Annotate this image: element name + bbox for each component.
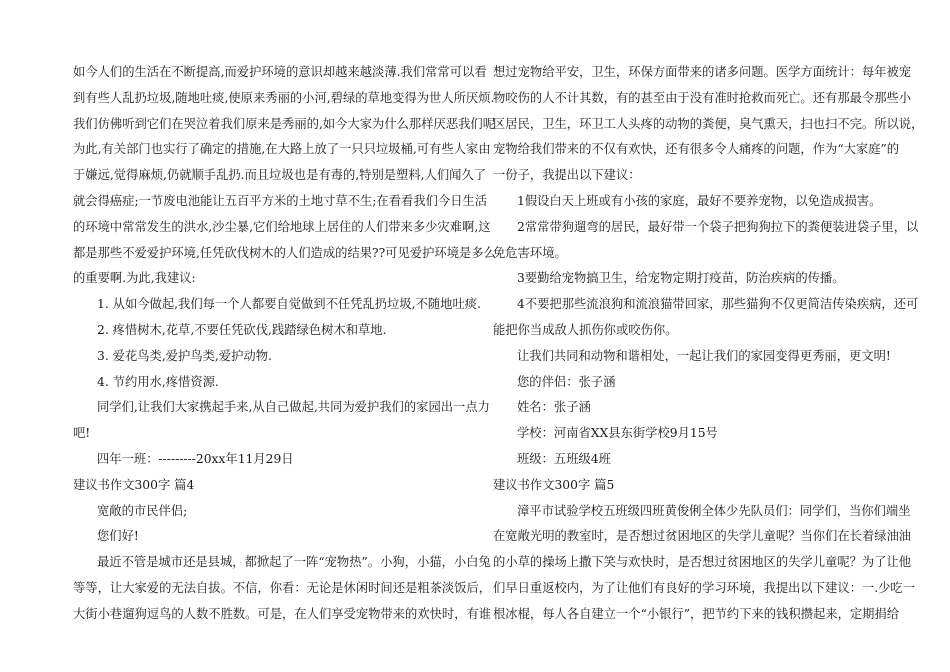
appeal-line: 让我们共同和动物和谐相处，一起让我们的家园变得更秀丽，更文明!: [517, 348, 891, 363]
paragraph-line: 就会得癌症;一节废电池能让五百平方米的土地寸草不生;在看看我们今日生活: [73, 193, 488, 208]
section-title: 建议书作文300字 篇5: [493, 477, 615, 492]
paragraph-line: 的环境中常常发生的洪水,沙尘暴,它们给地球上居住的人们带来多少灾难啊,这: [73, 219, 491, 234]
paragraph-line: 漳平市试验学校五班级四班黄俊俐全体少先队员们：同学们，当你们端坐: [517, 503, 911, 518]
paragraph-line: 宠物给我们带来的不仅有欢快，还有很多令人痛疼的问题，作为“大家庭”的: [493, 142, 900, 157]
closing-line: 吧!: [73, 426, 91, 441]
suggestion-item: 1. 从如今做起,我们每一个人都要自觉做到不任凭乱扔垃圾,不随地吐痰.: [97, 297, 481, 312]
partner-line: 您的伴侣：张子涵: [517, 374, 616, 389]
paragraph-line: 想过宠物给平安，卫生，环保方面带来的诸多问题。医学方面统计：每年被宠: [493, 65, 912, 79]
paragraph-line: 最近不管是城市还是县城，都掀起了一阵“宠物热”。小狗，小猫，小白兔: [97, 555, 491, 570]
suggestion-item: 2常常带狗遛弯的居民，最好带一个袋子把狗狗拉下的粪便装进袋子里，以: [517, 219, 919, 234]
paragraph-line: 根冰棍，每人各自建立一个“小银行”，把节约下来的钱积攒起来，定期捐给: [493, 606, 900, 621]
signature-line: 四年一班：---------20xx年11月29日: [97, 451, 294, 466]
paragraph-line: 的重要啊.为此,我建议:: [73, 271, 196, 286]
paragraph-line: 我们仿佛听到它们在哭泣着我们原来是秀丽的,如今大家为什么那样厌恶我们呢: [73, 116, 496, 131]
suggestion-item-cont: 能把你当成敌人抓伤你或咬伤你。: [493, 322, 678, 337]
paragraph-line: 们早日重返校内，为了让他们有良好的学习环境，我提出以下建议：一.少吃一: [493, 580, 916, 595]
closing-line: 同学们,让我们大家携起手来,从自己做起,共同为爱护我们的家园出一点力: [97, 400, 490, 415]
paragraph-line: 在宽敞光明的教室时，是否想过贫困地区的失学儿童呢？当你们在长着绿油油: [493, 529, 912, 544]
school-line: 学校：河南省XX县东街学校9月15号: [517, 426, 718, 441]
greeting-line: 宽敞的市民伴侣;: [97, 503, 188, 518]
suggestion-item: 1假设白天上班或有小孩的家庭，最好不要养宠物，以免造成损害。: [517, 193, 882, 208]
paragraph-line: 的小草的操场上撒下笑与欢快时，是否想过贫困地区的失学儿童呢？为了让他: [493, 555, 912, 570]
paragraph-line: 等等，让大家爱的无法自拔。不信，你看：无论是休闲时间还是粗茶淡饭后，: [73, 580, 492, 595]
paragraph-line: 到有些人乱扔垃圾,随地吐痰,使原来秀丽的小河,碧绿的草地变得为世人所厌烦.: [73, 90, 495, 105]
suggestion-item: 4. 节约用水,疼惜资源.: [97, 374, 219, 389]
suggestion-item: 2. 疼惜树木,花草,不要任凭砍伐,践踏绿色树木和草地.: [97, 322, 387, 337]
section-title: 建议书作文300字 篇4: [73, 477, 195, 492]
suggestion-item: 3要勤给宠物搞卫生，给宠物定期打疫苗，防治疾病的传播。: [517, 271, 845, 286]
name-line: 姓名：张子涵: [517, 400, 591, 415]
right-column: [493, 60, 924, 628]
paragraph-line: 为此,有关部门也实行了确定的措施,在大路上放了一只只垃圾桶,可有些人家由: [73, 142, 491, 157]
paragraph-line: 区居民，卫生，环卫工人头疼的动物的粪便，臭气熏天，扫也扫不完。所以说，: [493, 116, 924, 131]
suggestion-item: 3. 爱花鸟类,爱护鸟类,爱护动物.: [97, 348, 272, 363]
paragraph-line: 都是那些不爱爱护环境,任凭砍伐树木的人们造成的结果??可见爱护环境是多么: [73, 245, 496, 260]
paragraph-line: 大街小巷遛狗逗鸟的人数不胜数。可是，在人们享受宠物带来的欢快时，有谁: [73, 606, 492, 621]
greeting-line: 您们好!: [97, 529, 139, 544]
class-line: 班级：五班级4班: [517, 451, 611, 466]
paragraph-line: 如今人们的生活在不断提高,而爱护环境的意识却越来越淡薄.我们常常可以看: [73, 65, 487, 79]
paragraph-line: 于嫌远,觉得麻烦,仍就顺手乱扔.而且垃圾也是有毒的,特别是塑料,人们闻久了: [73, 168, 487, 183]
suggestion-item: 4不要把那些流浪狗和流浪猫带回家，那些猫狗不仅更简洁传染疾病，还可: [517, 297, 919, 312]
paragraph-line: 一份子，我提出以下建议：: [493, 168, 641, 183]
left-column: [73, 60, 496, 628]
paragraph-line: 物咬伤的人不计其数，有的甚至由于没有准时抢救而死亡。还有那最令那些小: [493, 90, 912, 105]
suggestion-item-cont: 免危害环境。: [493, 245, 567, 260]
